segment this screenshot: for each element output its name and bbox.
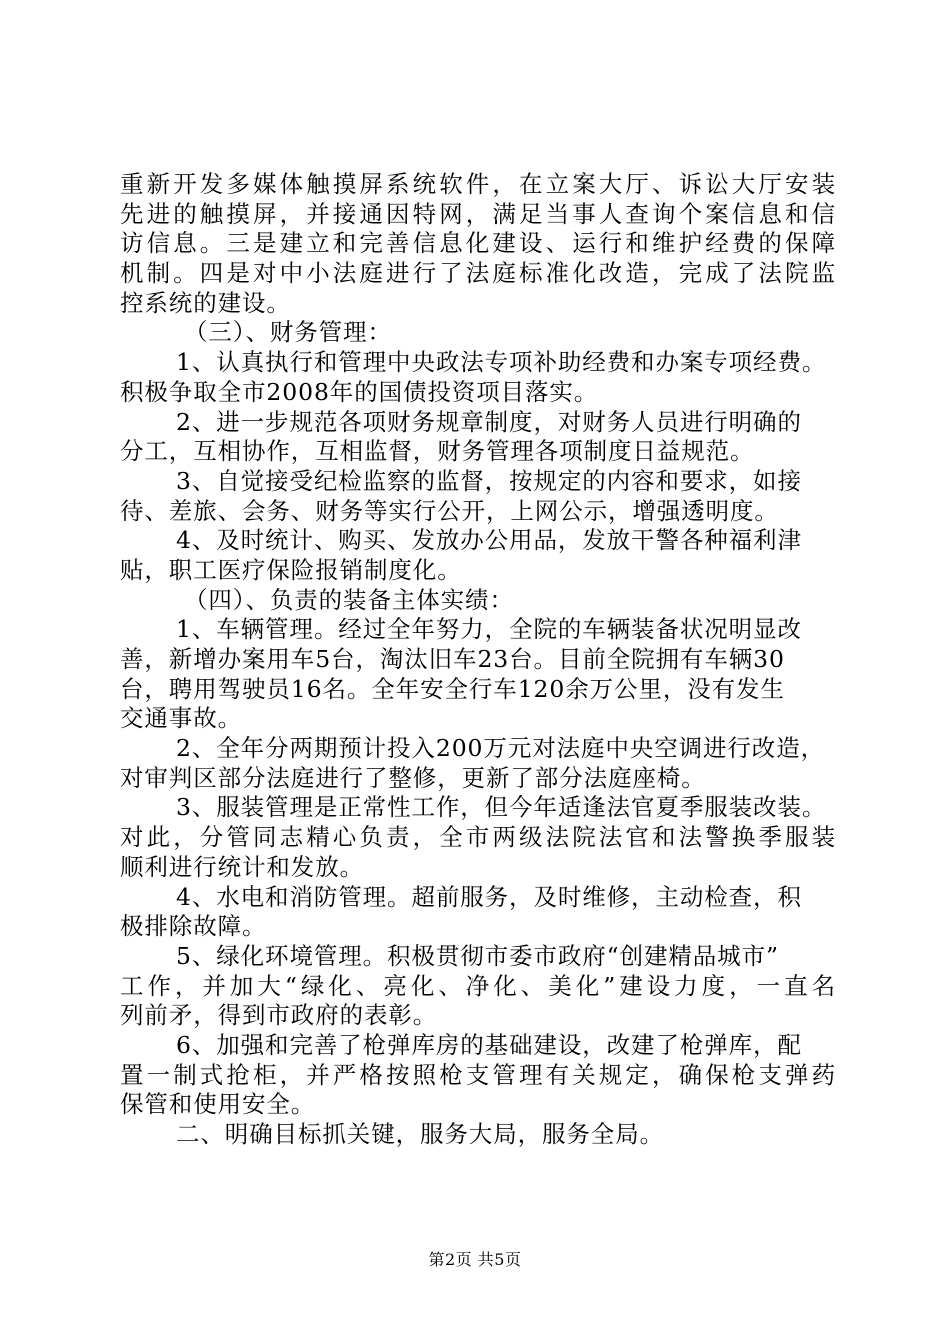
text-line: 工作，并加大“绿化、亮化、净化、美化”建设力度，一直名 [120, 971, 836, 1000]
text-line: 先进的触摸屏，并接通因特网，满足当事人查询个案信息和信 [120, 199, 836, 228]
text-line: 1、认真执行和管理中央政法专项补助经费和办案专项经费。 [176, 348, 827, 377]
text-line: 列前矛，得到市政府的表彰。 [120, 1001, 438, 1030]
text-line: 待、差旅、会务、财务等实行公开，上网公示，增强透明度。 [120, 496, 779, 525]
text-line: 2、进一步规范各项财务规章制度，对财务人员进行明确的 [176, 407, 802, 436]
text-line: 5、绿化环境管理。积极贯彻市委市政府“创建精品城市” [176, 941, 779, 970]
section-heading: （四）、负责的装备主体实绩： [184, 585, 514, 614]
text-line: 2、全年分两期预计投入200万元对法庭中央空调进行改造， [176, 734, 826, 763]
section-heading: （三）、财务管理： [184, 318, 392, 347]
text-line: 3、服装管理是正常性工作，但今年适逢法官夏季服装改装。 [176, 793, 827, 822]
text-line: 对此，分管同志精心负责，全市两级法院法官和法警换季服装 [120, 823, 836, 852]
text-line: 控系统的建设。 [120, 288, 291, 317]
text-line: 对审判区部分法庭进行了整修，更新了部分法庭座椅。 [120, 763, 706, 792]
text-line: 6、加强和完善了枪弹库房的基础建设，改建了枪弹库，配 [176, 1030, 802, 1059]
text-line: 贴，职工医疗保险报销制度化。 [120, 555, 462, 584]
document-body [120, 170, 836, 1150]
text-line: 访信息。三是建立和完善信息化建设、运行和维护经费的保障 [120, 229, 836, 258]
text-line: 分工，互相协作，互相监督，财务管理各项制度日益规范。 [120, 437, 755, 466]
text-line: 重新开发多媒体触摸屏系统软件，在立案大厅、诉讼大厅安装 [120, 170, 836, 198]
text-line: 台，聘用驾驶员16名。全年安全行车120余万公里，没有发生 [120, 674, 785, 703]
text-line: 积极争取全市2008年的国债投资项目落实。 [120, 377, 599, 406]
page-footer: 第2页 共5页 [428, 1250, 522, 1269]
text-line: 3、自觉接受纪检监察的监督，按规定的内容和要求，如接 [176, 466, 802, 495]
text-line: 机制。四是对中小法庭进行了法庭标准化改造，完成了法院监 [120, 259, 836, 288]
text-line: 4、及时统计、购买、发放办公用品，发放干警各种福利津 [176, 526, 802, 555]
text-line: 置一制式抢柜，并严格按照枪支管理有关规定，确保枪支弹药 [120, 1060, 836, 1089]
text-line: 交通事故。 [120, 704, 242, 733]
text-line: 1、车辆管理。经过全年努力，全院的车辆装备状况明显改 [176, 615, 802, 644]
section-heading: 二、明确目标抓关键，服务大局，服务全局。 [176, 1120, 664, 1148]
text-line: 善，新增办案用车5台，淘汰旧车23台。目前全院拥有车辆30 [120, 645, 785, 673]
text-line: 4、水电和消防管理。超前服务，及时维修，主动检查，积 [176, 882, 802, 911]
text-line: 极排除故障。 [120, 912, 267, 941]
text-line: 保管和使用安全。 [120, 1090, 316, 1119]
text-line: 顺利进行统计和发放。 [120, 852, 364, 881]
